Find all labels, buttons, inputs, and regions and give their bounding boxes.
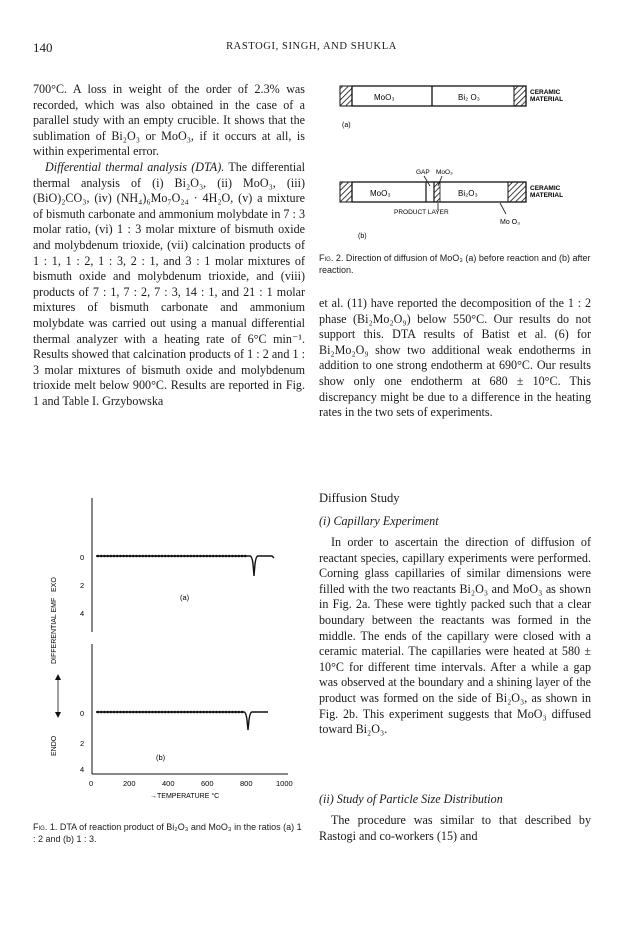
y-tick-a: 0 — [80, 553, 85, 562]
figure-1-caption — [33, 821, 305, 845]
subheading: (i) Capillary Experiment — [319, 514, 439, 528]
curve-marker — [177, 555, 180, 558]
curve-marker — [193, 711, 196, 714]
ceramic-plug-left-a — [340, 86, 352, 106]
curve-marker — [106, 711, 109, 714]
curve-marker — [103, 711, 106, 714]
curve-marker — [100, 555, 103, 558]
figure-1-dta-chart — [40, 484, 306, 824]
curve-marker — [106, 555, 109, 558]
ceramic-plug-right-b — [508, 182, 526, 202]
curve-marker — [196, 711, 199, 714]
panel-label-a: (a) — [180, 593, 190, 602]
y-tick-b: 0 — [80, 709, 85, 718]
curve-marker — [212, 555, 215, 558]
label-product-layer: PRODUCT LAYER — [394, 209, 449, 216]
curve-marker — [174, 555, 177, 558]
curve-marker — [113, 711, 116, 714]
arrow-gap — [424, 176, 430, 186]
curve-marker — [97, 555, 100, 558]
endo-label: ENDO — [51, 735, 58, 756]
paragraph: In order to ascertain the direction of diffusion of reactant species, capillary experiments were performed. Corning glass capillaries of similar dimensions were filled with the two reactants Bi₂O₃ and MoO₃ as shown in Fig. 2a. These were tightly packed such that a clear boundary between the reactants was formed in the middle. The ends of the capillary were closed with a ceramic material. The capillaries were heated at 580 ± 10°C for different time intervals. After a while a gap was observed at the boundary and a shining layer of the product was formed on the side of Bi₂O₃, as shown in Fig. 2b. This experiment suggests that MoO₃ diffused toward Bi₂O₃. — [319, 535, 591, 737]
endo-exo-arrowhead — [55, 712, 61, 718]
curve-marker — [132, 555, 135, 558]
curve-marker — [209, 711, 212, 714]
paragraph-text: The differential thermal analysis of (i) Bi₂O₃, (ii) MoO₃, (iii) (BiO)₂CO₃, (iv) (NH₄)₆Mo₇O₂₄ · 4H₂O, (v) a mixture of bismuth carbonate and ammonium molybdate in 7 : 3 molar ratio, (vi) 1 : 3 molar mixture of bismuth oxide and molybdenum trioxide, (vii) calcination products of 1 : 1, 1 : 2, 1 : 3, 2 : 1, and 3 : 1 molar mixtures of bismuth oxide and molybdenum trioxide, and (viii) products of 7 : 1, 7 : 2, 7 : 3, 14 : 1, and 21 : 1 molar mixtures of bismuth carbonate and ammonium molybdate was carried out using a manual differential thermal analyzer with a heating rate of 6°C min⁻¹. Results showed that calcination products of 1 : 2 and 1 : 3 molar mixtures of bismuth oxide and molybdenum trioxide melt below 900°C. Results are reported in Fig. 1 and Table I. Grzybowska — [33, 159, 306, 408]
curve-marker — [238, 711, 241, 714]
curve-marker — [202, 711, 205, 714]
running-head: RASTOGI, SINGH, AND SHUKLA — [226, 41, 397, 52]
y-tick-a: 2 — [80, 581, 85, 590]
panel-label-b: (b) — [156, 753, 166, 762]
curve-marker — [119, 555, 122, 558]
curve-marker — [199, 555, 202, 558]
label-bi2o3-b: Bi₂O₃ — [458, 189, 478, 198]
curve-marker — [164, 711, 167, 714]
x-tick: 400 — [162, 779, 175, 788]
curve-marker — [244, 555, 247, 558]
curve-marker — [161, 711, 164, 714]
curve-marker — [129, 711, 132, 714]
curve-marker — [206, 555, 209, 558]
product-layer — [434, 182, 440, 202]
curve-marker — [154, 711, 157, 714]
label-moo3-top: MoO₃ — [436, 169, 453, 176]
curve-marker — [122, 555, 125, 558]
curve-marker — [151, 711, 154, 714]
curve-marker — [196, 555, 199, 558]
curve-marker — [167, 711, 170, 714]
curve-marker — [142, 555, 145, 558]
curve-marker — [170, 711, 173, 714]
curve-marker — [132, 711, 135, 714]
curve-marker — [142, 711, 145, 714]
curve-marker — [225, 555, 228, 558]
curve-marker — [138, 711, 141, 714]
right-column-end — [319, 813, 591, 844]
curve-marker — [154, 555, 157, 558]
curve-marker — [119, 711, 122, 714]
y-tick-b: 2 — [80, 739, 85, 748]
curve-marker — [222, 711, 225, 714]
ceramic-label-a-line2: MATERIAL — [530, 96, 564, 103]
curve-marker — [241, 555, 244, 558]
dta-curve-a — [96, 556, 274, 576]
curve-marker — [215, 555, 218, 558]
subheading: (ii) Study of Particle Size Distribution — [319, 792, 503, 806]
y-tick-b: 4 — [80, 765, 85, 774]
curve-marker — [151, 555, 154, 558]
paragraph — [33, 160, 305, 410]
curve-marker — [97, 711, 100, 714]
label-moo3-a: MoO₃ — [374, 93, 395, 102]
curve-marker — [183, 555, 186, 558]
curve-marker — [167, 555, 170, 558]
curve-marker — [218, 711, 221, 714]
curve-marker — [238, 555, 241, 558]
curve-marker — [110, 555, 113, 558]
label-gap: GAP — [416, 169, 430, 176]
label-bi2o3-a: Bi₂ O₃ — [458, 93, 480, 102]
curve-marker — [206, 711, 209, 714]
ceramic-plug-left-b — [340, 182, 352, 202]
curve-marker — [209, 555, 212, 558]
curve-marker — [186, 555, 189, 558]
curve-marker — [161, 555, 164, 558]
curve-marker — [225, 711, 228, 714]
ceramic-label-b-line2: MATERIAL — [530, 192, 564, 199]
curve-marker — [186, 711, 189, 714]
curve-marker — [148, 555, 151, 558]
curve-marker — [164, 555, 167, 558]
curve-marker — [122, 711, 125, 714]
figure-2-caption — [319, 252, 591, 276]
curve-marker — [180, 711, 183, 714]
dta-curve-b — [96, 712, 268, 730]
curve-marker — [190, 711, 193, 714]
curve-marker — [177, 711, 180, 714]
curve-marker — [228, 555, 231, 558]
curve-marker — [218, 555, 221, 558]
curve-marker — [212, 711, 215, 714]
curve-marker — [228, 711, 231, 714]
curve-marker — [126, 555, 129, 558]
curve-marker — [138, 555, 141, 558]
curve-marker — [234, 555, 237, 558]
exo-label: EXO — [51, 577, 58, 592]
curve-marker — [190, 555, 193, 558]
ceramic-label-b-line1: CERAMIC — [530, 185, 561, 192]
curve-marker — [231, 555, 234, 558]
curve-marker — [135, 711, 138, 714]
curve-marker — [103, 555, 106, 558]
curve-marker — [180, 555, 183, 558]
curve-marker — [241, 711, 244, 714]
curve-marker — [129, 555, 132, 558]
caption-text: DTA of reaction product of Bi₂O₃ and MoO₃ in the ratios (a) 1 : 2 and (b) 1 : 3. — [33, 822, 302, 844]
right-column-body — [319, 535, 591, 738]
paragraph: 700°C. A loss in weight of the order of 2.3% was recorded, which was also obtained in the case of a parallel study with an empty crucible. It shows that the sublimation of Bi₂O₃ or MoO₃, if it occurs at all, is within experimental error. — [33, 82, 305, 159]
curve-marker — [148, 711, 151, 714]
curve-marker — [234, 711, 237, 714]
x-axis-label: →TEMPERATURE °C — [150, 793, 220, 800]
curve-marker — [193, 555, 196, 558]
panel-label-b: (b) — [358, 233, 367, 240]
section-heading: Diffusion Study — [319, 491, 400, 505]
curve-marker — [116, 711, 119, 714]
curve-marker — [100, 711, 103, 714]
label-moo3-b: MoO₃ — [370, 189, 391, 198]
curve-marker — [145, 711, 148, 714]
x-tick: 1000 — [276, 779, 293, 788]
curve-marker — [135, 555, 138, 558]
curve-marker — [231, 711, 234, 714]
x-tick: 800 — [240, 779, 253, 788]
x-tick: 200 — [123, 779, 136, 788]
curve-marker — [158, 555, 161, 558]
curve-marker — [199, 711, 202, 714]
caption-text: Direction of diffusion of MoO₃ (a) before reaction and (b) after reaction. — [319, 253, 591, 275]
curve-marker — [183, 711, 186, 714]
endo-exo-arrowhead — [55, 674, 61, 680]
arrow-moo3-bottom — [500, 203, 506, 214]
panel-label-a: (a) — [342, 122, 351, 129]
curve-marker — [202, 555, 205, 558]
curve-marker — [113, 555, 116, 558]
caption-label: Fig. 2. — [319, 253, 344, 263]
curve-marker — [158, 711, 161, 714]
curve-a-markers — [97, 555, 247, 558]
curve-marker — [145, 555, 148, 558]
x-tick: 600 — [201, 779, 214, 788]
curve-marker — [170, 555, 173, 558]
ceramic-plug-right-a — [514, 86, 526, 106]
y-axis-label: DIFFERENTIAL EMF — [51, 597, 58, 664]
figure-2-diagram — [318, 82, 608, 242]
y-tick-a: 4 — [80, 609, 85, 618]
label-moo3-bottom: Mo O₃ — [500, 219, 520, 226]
paragraph: The procedure was similar to that described by Rastogi and co-workers (15) and — [319, 813, 591, 843]
paragraph: et al. (11) have reported the decomposition of the 1 : 2 phase (Bi₂Mo₂O₉) below 550°C. Our results do not support this. DTA results of Batist et al. (6) for Bi₂Mo₂O₉ show two additional weak endotherms in addition to one strong endotherm at 690°C. Our results show only one endotherm at 680 ± 10°C. This discrepancy might be due to a difference in the heating rates in the two sets of experiments. — [319, 296, 591, 420]
curve-marker — [110, 711, 113, 714]
left-column — [33, 82, 305, 409]
ceramic-label-a-line1: CERAMIC — [530, 89, 561, 96]
x-tick: 0 — [89, 779, 94, 788]
curve-marker — [222, 555, 225, 558]
paragraph-lead: Differential thermal analysis (DTA). — [45, 159, 225, 174]
curve-marker — [126, 711, 129, 714]
page-number: 140 — [33, 40, 53, 55]
curve-marker — [174, 711, 177, 714]
caption-label: Fig. 1. — [33, 822, 58, 832]
curve-marker — [215, 711, 218, 714]
right-column-top — [319, 296, 591, 421]
curve-marker — [116, 555, 119, 558]
